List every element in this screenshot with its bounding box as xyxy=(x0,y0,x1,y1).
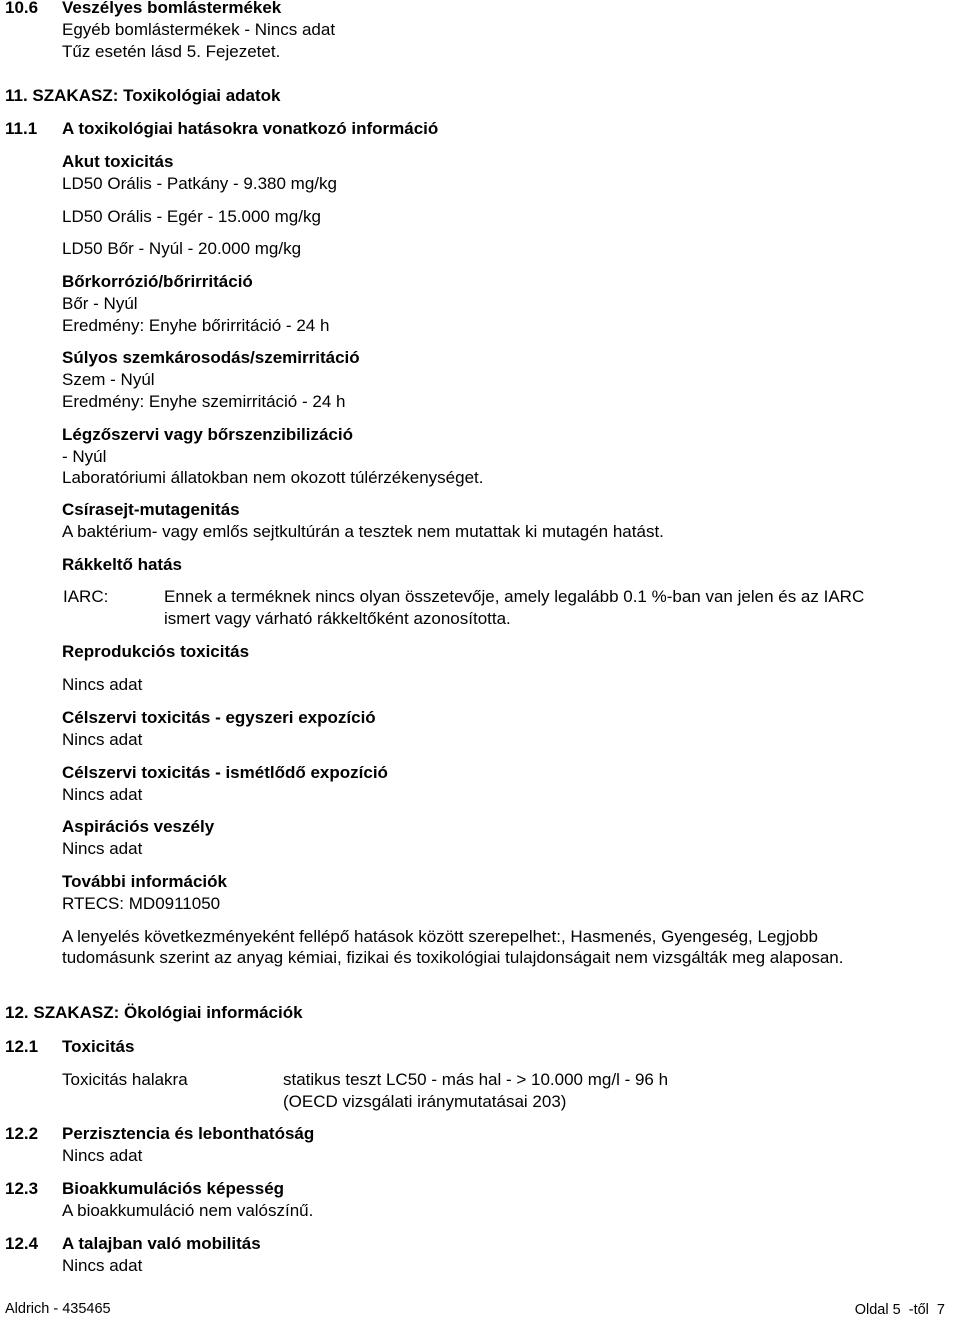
text-line: LD50 Orális - Egér - 15.000 mg/kg xyxy=(62,207,321,226)
text-line: - Nyúl xyxy=(62,447,107,466)
text-line: Tűz esetén lásd 5. Fejezetet. xyxy=(62,42,281,61)
text-line: Nincs adat xyxy=(62,675,143,694)
subsection-title: További információk xyxy=(62,872,227,891)
subsection-title: Csírasejt-mutagenitás xyxy=(62,500,240,519)
text-line: Nincs adat xyxy=(62,730,143,749)
text-line: Nincs adat xyxy=(62,785,143,804)
text-line: LD50 Bőr - Nyúl - 20.000 mg/kg xyxy=(62,239,302,258)
section-number: 12.4 xyxy=(5,1234,39,1253)
text-line: Egyéb bomlástermékek - Nincs adat xyxy=(62,20,336,39)
section-number: 12.1 xyxy=(5,1037,39,1056)
subsection-title: Reprodukciós toxicitás xyxy=(62,642,250,661)
text-line: Nincs adat xyxy=(62,1256,143,1275)
section-title: Toxicitás xyxy=(62,1037,135,1056)
section-number: 10.6 xyxy=(5,0,39,17)
section-title: Bioakkumulációs képesség xyxy=(62,1179,285,1198)
text-line: LD50 Orális - Patkány - 9.380 mg/kg xyxy=(62,174,337,193)
field-label: Toxicitás halakra xyxy=(62,1070,188,1089)
chapter-heading: 12. SZAKASZ: Ökológiai információk xyxy=(5,1003,303,1022)
text-line: (OECD vizsgálati iránymutatásai 203) xyxy=(283,1092,567,1111)
text-line: Eredmény: Enyhe bőrirritáció - 24 h xyxy=(62,316,330,335)
text-line: tudomásunk szerint az anyag kémiai, fizikai és toxikológiai tulajdonságait nem vizsgálták meg alaposan. xyxy=(62,948,844,967)
text-line: A baktérium- vagy emlős sejtkultúrán a tesztek nem mutattak ki mutagén hatást. xyxy=(62,522,664,541)
section-number: 12.2 xyxy=(5,1124,39,1143)
section-title: Perzisztencia és lebonthatóság xyxy=(62,1124,315,1143)
subsection-title: Akut toxicitás xyxy=(62,152,174,171)
chapter-heading: 11. SZAKASZ: Toxikológiai adatok xyxy=(5,86,281,105)
text-line: Laboratóriumi állatokban nem okozott túlérzékenységet. xyxy=(62,468,484,487)
iarc-label: IARC: xyxy=(63,587,109,606)
text-line: RTECS: MD0911050 xyxy=(62,894,221,913)
section-number: 12.3 xyxy=(5,1179,39,1198)
footer-page-number: Oldal 5 -től 7 xyxy=(854,1302,945,1318)
text-line: ismert vagy várható rákkeltőként azonosította. xyxy=(164,609,511,628)
text-line: A bioakkumuláció nem valószínű. xyxy=(62,1201,314,1220)
section-number: 11.1 xyxy=(5,119,38,138)
subsection-title: Rákkeltő hatás xyxy=(62,555,182,574)
text-line: A lenyelés következményeként fellépő hatások között szerepelhet:, Hasmenés, Gyengeség, Legjobb xyxy=(62,927,819,946)
subsection-title: Bőrkorrózió/bőrirritáció xyxy=(62,272,253,291)
subsection-title: Légzőszervi vagy bőrszenzibilizáció xyxy=(62,425,353,444)
text-line: Nincs adat xyxy=(62,1146,143,1165)
text-line: Ennek a terméknek nincs olyan összetevője, amely legalább 0.1 %-ban van jelen és az IARC xyxy=(164,587,865,606)
footer-product: Aldrich - 435465 xyxy=(5,1301,111,1317)
text-line: statikus teszt LC50 - más hal - > 10.000 mg/l - 96 h xyxy=(283,1070,669,1089)
subsection-title: Célszervi toxicitás - egyszeri expozíció xyxy=(62,708,376,727)
text-line: Nincs adat xyxy=(62,839,143,858)
subsection-title: Aspirációs veszély xyxy=(62,817,215,836)
section-title: Veszélyes bomlástermékek xyxy=(62,0,282,17)
text-line: Bőr - Nyúl xyxy=(62,294,138,313)
section-title: A talajban való mobilitás xyxy=(62,1234,261,1253)
subsection-title: Súlyos szemkárosodás/szemirritáció xyxy=(62,348,360,367)
text-line: Szem - Nyúl xyxy=(62,370,155,389)
section-title: A toxikológiai hatásokra vonatkozó információ xyxy=(62,119,439,138)
text-line: Eredmény: Enyhe szemirritáció - 24 h xyxy=(62,392,346,411)
subsection-title: Célszervi toxicitás - ismétlődő expozíció xyxy=(62,763,388,782)
